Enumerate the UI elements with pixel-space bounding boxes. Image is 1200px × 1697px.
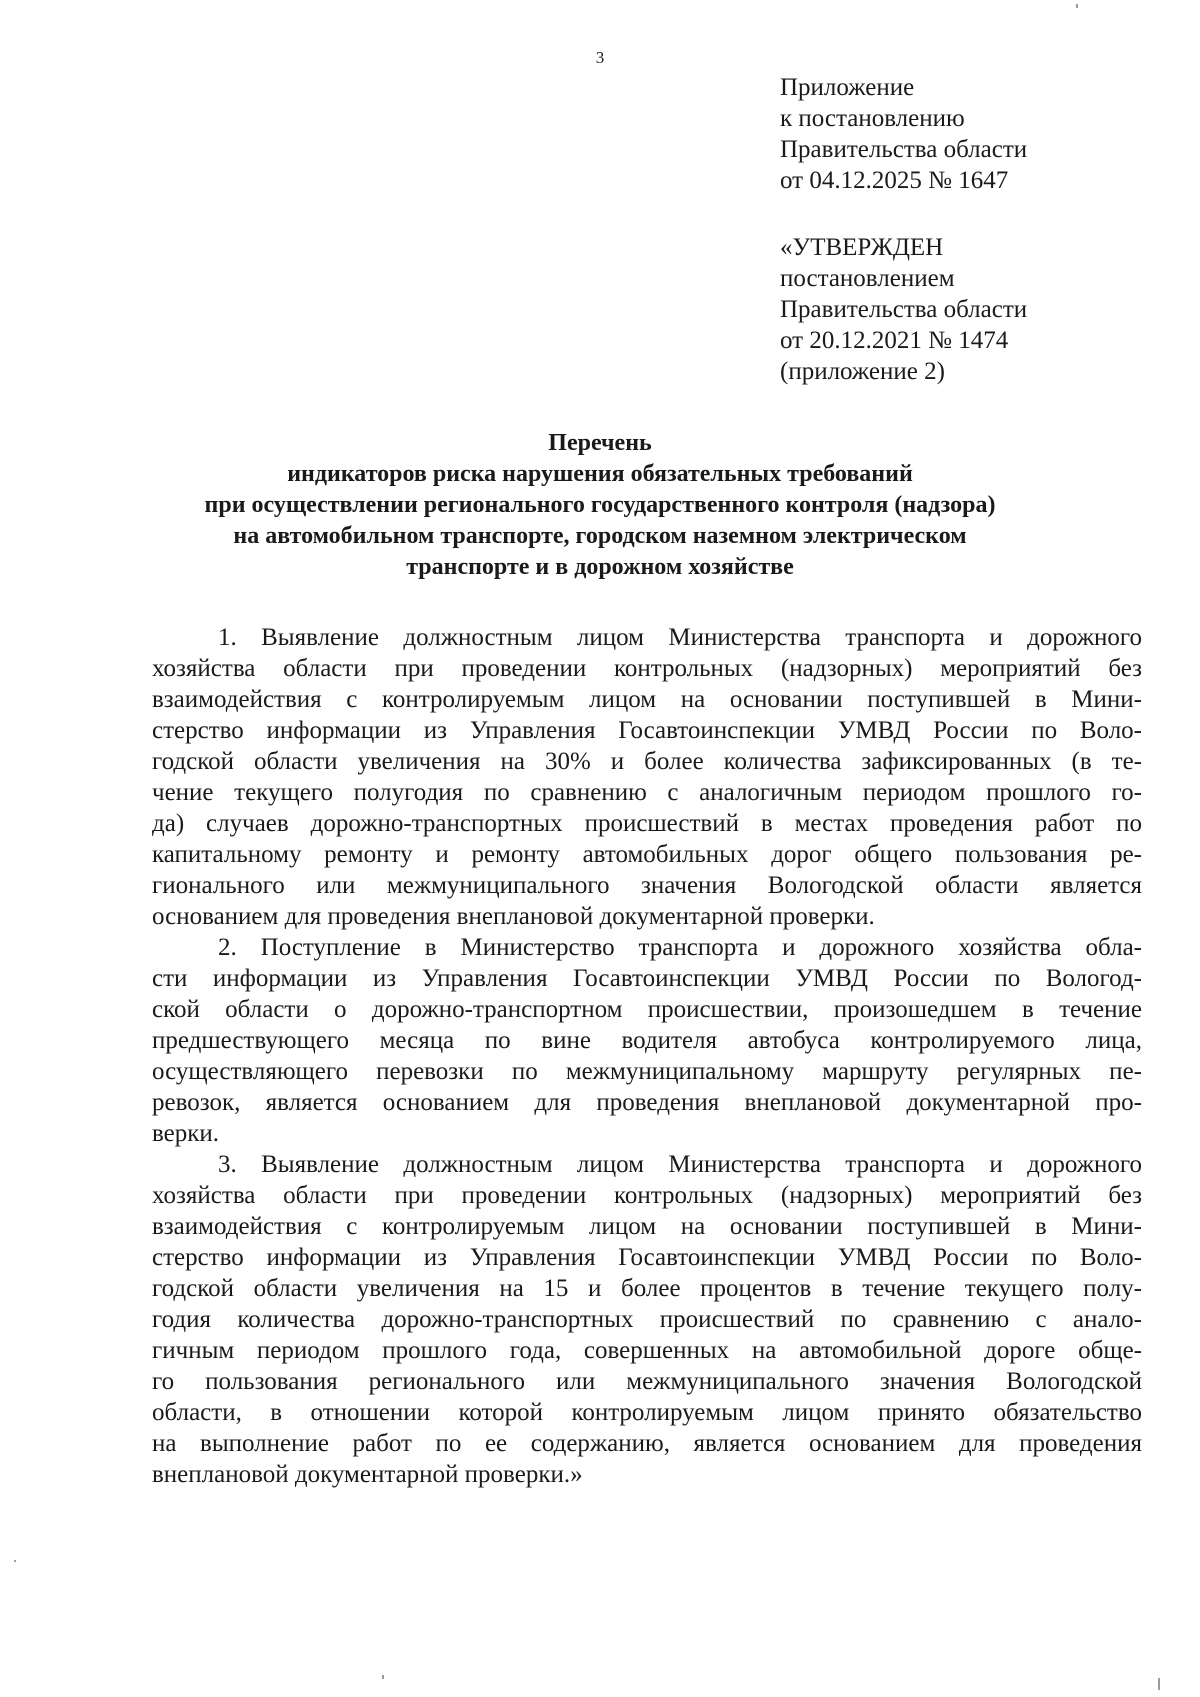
paragraph-line: капитальному ремонту и ремонту автомобильных дорог общего пользования ре- bbox=[152, 841, 1142, 868]
paragraph-line: осуществляющего перевозки по межмуниципальному маршруту регулярных пе- bbox=[152, 1058, 1142, 1085]
paragraph-line: сти информации из Управления Госавтоинспекции УМВД России по Вологод- bbox=[152, 965, 1142, 992]
annex-line: Правительства области bbox=[780, 136, 1028, 163]
paragraph-line: годия количества дорожно-транспортных происшествий по сравнению с анало- bbox=[152, 1306, 1142, 1333]
paragraph-line: годской области увеличения на 15 и более процентов в течение текущего полу- bbox=[152, 1275, 1142, 1302]
paragraph-line: го пользования регионального или межмуниципального значения Вологодской bbox=[152, 1368, 1142, 1395]
paragraph-line: верки. bbox=[152, 1120, 220, 1147]
approved-line: постановлением bbox=[780, 265, 955, 292]
annex-line: к постановлению bbox=[780, 105, 965, 132]
title-line: на автомобильном транспорте, городском наземном электрическом bbox=[233, 523, 967, 549]
paragraph-line: области, в отношении которой контролируемым лицом принято обязательство bbox=[152, 1399, 1142, 1426]
paragraph-line: 2. Поступление в Министерство транспорта и дорожного хозяйства обла- bbox=[218, 934, 1142, 961]
annex-line: от 04.12.2025 № 1647 bbox=[780, 167, 1009, 194]
paragraph-line: внеплановой документарной проверки.» bbox=[152, 1461, 583, 1488]
paragraph-line: годской области увеличения на 30% и более количества зафиксированных (в те- bbox=[152, 748, 1142, 775]
title-line: индикаторов риска нарушения обязательных требований bbox=[287, 461, 913, 487]
paragraph-line: ской области о дорожно-транспортном происшествии, произошедшем в течение bbox=[152, 996, 1142, 1023]
paragraph-line: хозяйства области при проведении контрольных (надзорных) мероприятий без bbox=[152, 1182, 1142, 1209]
scan-speck bbox=[14, 1560, 16, 1562]
approved-line: Правительства области bbox=[780, 296, 1028, 323]
scan-speck bbox=[1076, 4, 1078, 8]
paragraph-line: да) случаев дорожно-транспортных происшествий в местах проведения работ по bbox=[152, 810, 1142, 837]
annex-line: Приложение bbox=[780, 74, 915, 101]
paragraph-line: стерство информации из Управления Госавтоинспекции УМВД России по Воло- bbox=[152, 717, 1142, 744]
document-title bbox=[140, 428, 1060, 583]
paragraph-line: 3. Выявление должностным лицом Министерства транспорта и дорожного bbox=[218, 1151, 1142, 1178]
page-number: 3 bbox=[595, 48, 605, 67]
approved-line: от 20.12.2021 № 1474 bbox=[780, 327, 1009, 354]
paragraph-line: 1. Выявление должностным лицом Министерства транспорта и дорожного bbox=[218, 624, 1142, 651]
scan-speck bbox=[382, 1675, 384, 1679]
approved-line: «УТВЕРЖДЕН bbox=[780, 234, 944, 261]
paragraph-line: ревозок, является основанием для проведения внеплановой документарной про- bbox=[152, 1089, 1142, 1116]
paragraph-line: основанием для проведения внеплановой документарной проверки. bbox=[152, 903, 875, 930]
paragraph-line: стерство информации из Управления Госавтоинспекции УМВД России по Воло- bbox=[152, 1244, 1142, 1271]
paragraph-line: взаимодействия с контролируемым лицом на основании поступившей в Мини- bbox=[152, 1213, 1142, 1240]
paragraph-line: взаимодействия с контролируемым лицом на основании поступившей в Мини- bbox=[152, 686, 1142, 713]
paragraph-2 bbox=[152, 932, 1142, 1149]
approved-stamp-block bbox=[780, 232, 1160, 387]
paragraph-line: на выполнение работ по ее содержанию, является основанием для проведения bbox=[152, 1430, 1142, 1457]
paragraph-line: чение текущего полугодия по сравнению с аналогичным периодом прошлого го- bbox=[152, 779, 1142, 806]
paragraph-line: хозяйства области при проведении контрольных (надзорных) мероприятий без bbox=[152, 655, 1142, 682]
paragraph-3 bbox=[152, 1149, 1142, 1490]
title-line: транспорте и в дорожном хозяйстве bbox=[406, 554, 794, 580]
title-line: Перечень bbox=[548, 430, 652, 456]
annex-reference-block bbox=[780, 72, 1160, 196]
paragraph-1 bbox=[152, 622, 1142, 932]
approved-line: (приложение 2) bbox=[780, 358, 945, 385]
document-body bbox=[152, 622, 1142, 1490]
paragraph-line: гионального или межмуниципального значения Вологодской области является bbox=[152, 872, 1142, 899]
paragraph-line: предшествующего месяца по вине водителя автобуса контролируемого лица, bbox=[152, 1027, 1142, 1054]
title-line: при осуществлении регионального государственного контроля (надзора) bbox=[204, 492, 996, 518]
paragraph-line: гичным периодом прошлого года, совершенных на автомобильной дороге обще- bbox=[152, 1337, 1142, 1364]
scan-speck bbox=[1158, 1678, 1160, 1690]
